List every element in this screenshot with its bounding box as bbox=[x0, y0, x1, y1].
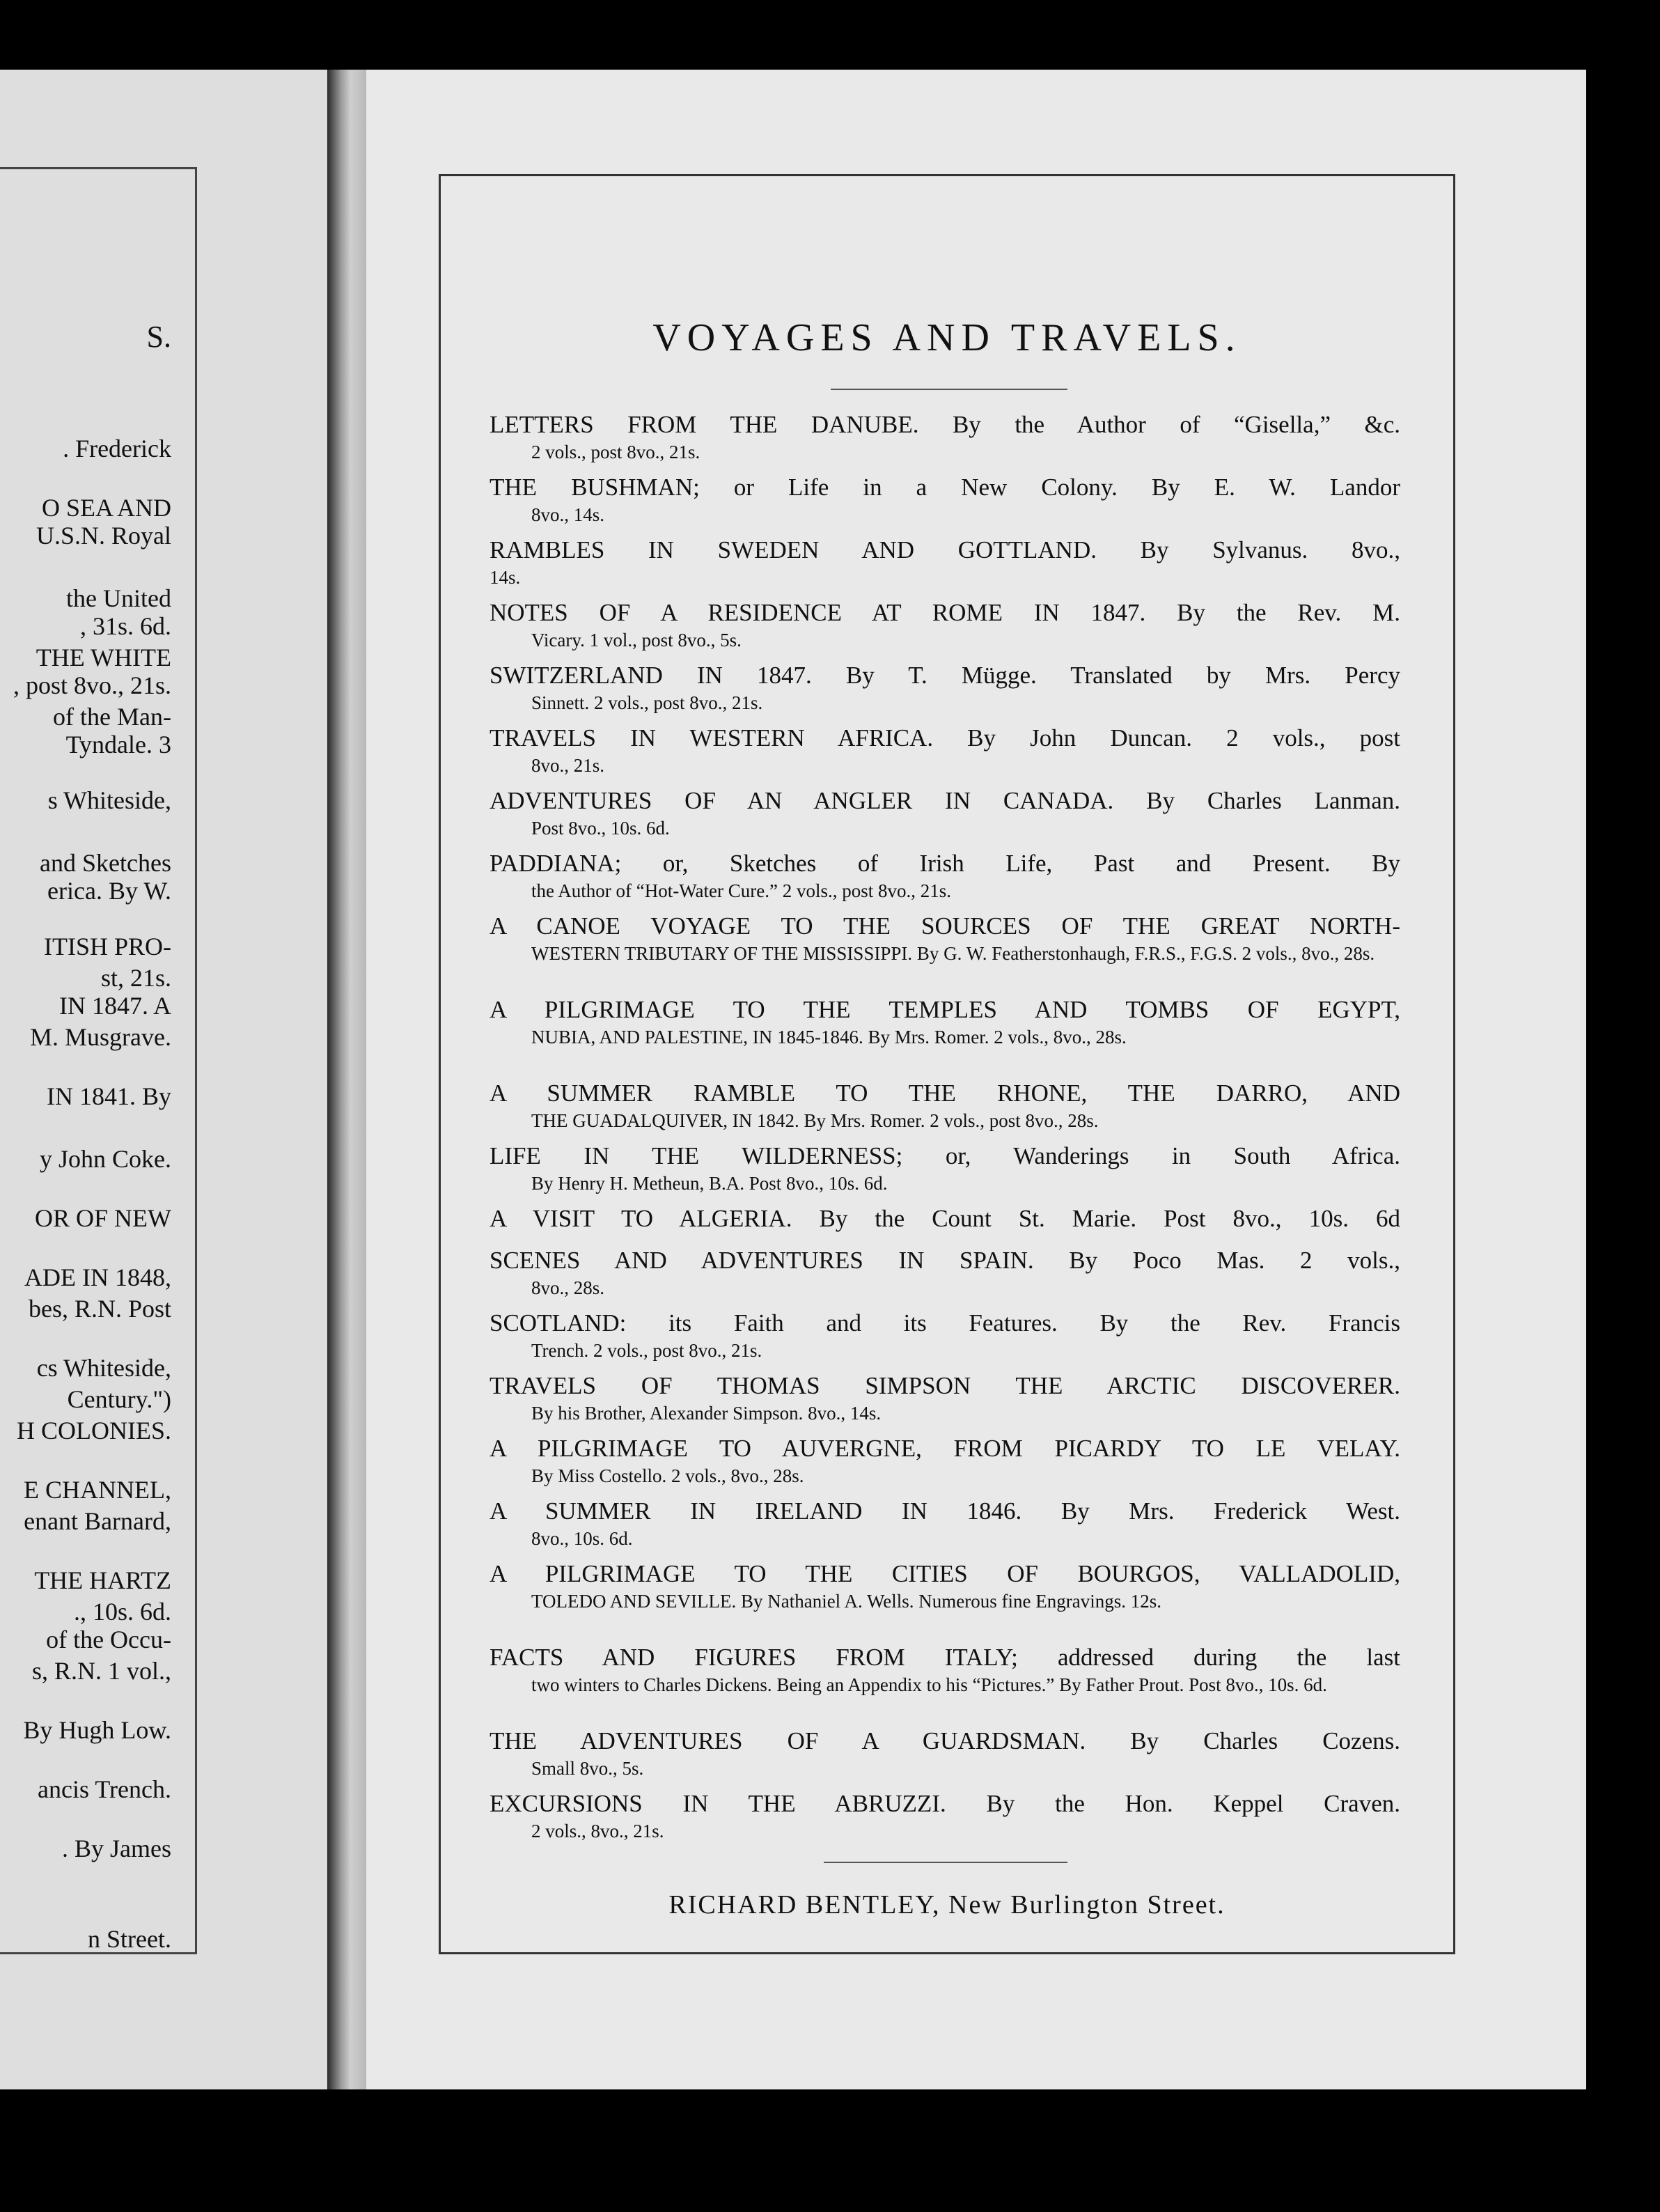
list-item bbox=[490, 1141, 1400, 1195]
list-item bbox=[490, 848, 1400, 903]
left-line: n Street. bbox=[88, 1925, 171, 1953]
left-line: Century.") bbox=[67, 1385, 171, 1413]
list-item bbox=[490, 1559, 1400, 1613]
left-line: cs Whiteside, bbox=[36, 1354, 171, 1382]
entry-title: THE BUSHMAN; or Life in a New Colony. By E. W. Landor bbox=[490, 474, 1400, 501]
entry-details: Post 8vo., 10s. 6d. bbox=[531, 818, 670, 839]
entry-details: By Henry H. Metheun, B.A. Post 8vo., 10s. 6d. bbox=[531, 1173, 888, 1194]
entry-details: 8vo., 10s. 6d. bbox=[531, 1528, 633, 1549]
left-line: , post 8vo., 21s. bbox=[13, 671, 171, 699]
entry-title: A PILGRIMAGE TO THE CITIES OF BOURGOS, VALLADOLID, bbox=[490, 1560, 1400, 1587]
list-item bbox=[490, 1433, 1400, 1488]
list-item bbox=[490, 1204, 1400, 1234]
entry-title: LETTERS FROM THE DANUBE. By the Author of “Gisella,” &c. bbox=[490, 411, 1400, 438]
left-line: y John Coke. bbox=[40, 1145, 171, 1173]
left-line: Tyndale. 3 bbox=[65, 731, 171, 758]
entry-details: Trench. 2 vols., post 8vo., 21s. bbox=[531, 1340, 762, 1361]
right-page bbox=[366, 70, 1586, 2089]
left-line: IN 1847. A bbox=[59, 992, 171, 1020]
list-item bbox=[490, 911, 1400, 965]
list-item bbox=[490, 660, 1400, 715]
entry-title: EXCURSIONS IN THE ABRUZZI. By the Hon. Keppel Craven. bbox=[490, 1790, 1400, 1817]
entry-details: Vicary. 1 vol., post 8vo., 5s. bbox=[531, 630, 742, 651]
left-page bbox=[0, 70, 327, 2089]
bottom-rule bbox=[824, 1862, 1067, 1863]
entry-title: A CANOE VOYAGE TO THE SOURCES OF THE GREAT NORTH- bbox=[490, 912, 1400, 940]
left-line: M. Musgrave. bbox=[30, 1023, 171, 1051]
left-line: E CHANNEL, bbox=[24, 1476, 171, 1504]
entry-details: TOLEDO AND SEVILLE. By Nathaniel A. Wells. Numerous fine Engravings. 12s. bbox=[531, 1591, 1161, 1612]
left-line: S. bbox=[146, 320, 171, 354]
entry-title: A SUMMER RAMBLE TO THE RHONE, THE DARRO, AND bbox=[490, 1080, 1400, 1107]
left-line: the United bbox=[66, 584, 171, 612]
entry-details: THE GUADALQUIVER, IN 1842. By Mrs. Romer. 2 vols., post 8vo., 28s. bbox=[531, 1110, 1099, 1131]
entry-title: PADDIANA; or, Sketches of Irish Life, Past and Present. By bbox=[490, 850, 1400, 877]
entry-details: 2 vols., 8vo., 21s. bbox=[531, 1821, 664, 1841]
entry-title: SWITZERLAND IN 1847. By T. Mügge. Translated by Mrs. Percy bbox=[490, 662, 1400, 689]
left-line: THE WHITE bbox=[36, 644, 171, 671]
right-page-frame bbox=[439, 174, 1455, 1954]
entry-details: the Author of “Hot-Water Cure.” 2 vols., post 8vo., 21s. bbox=[531, 880, 951, 901]
entry-details: two winters to Charles Dickens. Being an Appendix to his “Pictures.” By Father Prout. Post 8vo., 10s. 6d. bbox=[531, 1674, 1327, 1695]
entry-title: FACTS AND FIGURES FROM ITALY; addressed during the last bbox=[490, 1644, 1400, 1671]
entry-title: LIFE IN THE WILDERNESS; or, Wanderings in South Africa. bbox=[490, 1142, 1400, 1169]
entry-details: 8vo., 21s. bbox=[531, 755, 605, 776]
entry-title: TRAVELS OF THOMAS SIMPSON THE ARCTIC DISCOVERER. bbox=[490, 1372, 1400, 1399]
entry-details: 2 vols., post 8vo., 21s. bbox=[531, 442, 700, 462]
entry-details: 14s. bbox=[490, 567, 521, 588]
list-item bbox=[490, 1308, 1400, 1362]
list-item bbox=[490, 1789, 1400, 1843]
left-line: ., 10s. 6d. bbox=[73, 1598, 171, 1626]
entry-title: A SUMMER IN IRELAND IN 1846. By Mrs. Frederick West. bbox=[490, 1497, 1400, 1525]
entry-title: THE ADVENTURES OF A GUARDSMAN. By Charles Cozens. bbox=[490, 1727, 1400, 1754]
entry-title: RAMBLES IN SWEDEN AND GOTTLAND. By Sylvanus. 8vo., bbox=[490, 536, 1400, 563]
list-item bbox=[490, 535, 1400, 589]
book-gutter bbox=[327, 70, 366, 2089]
entry-details: Small 8vo., 5s. bbox=[531, 1758, 644, 1779]
list-item bbox=[490, 1245, 1400, 1300]
entry-title: ADVENTURES OF AN ANGLER IN CANADA. By Charles Lanman. bbox=[490, 787, 1400, 814]
left-line: enant Barnard, bbox=[24, 1507, 171, 1535]
left-line: s Whiteside, bbox=[47, 786, 171, 814]
list-item bbox=[490, 1496, 1400, 1550]
left-line: . By James bbox=[62, 1835, 171, 1862]
list-item bbox=[490, 995, 1400, 1049]
publisher-imprint: RICHARD BENTLEY, New Burlington Street. bbox=[668, 1890, 1226, 1919]
title-rule bbox=[831, 389, 1067, 390]
left-line: OR OF NEW bbox=[35, 1204, 171, 1232]
left-line: U.S.N. Royal bbox=[36, 522, 171, 550]
entry-details: WESTERN TRIBUTARY OF THE MISSISSIPPI. By G. W. Featherstonhaugh, F.R.S., F.G.S. 2 vols., 8vo., 28s. bbox=[531, 943, 1375, 964]
left-line: , 31s. 6d. bbox=[79, 612, 171, 640]
list-item bbox=[490, 786, 1400, 840]
entry-title: A VISIT TO ALGERIA. By the Count St. Marie. Post 8vo., 10s. 6d bbox=[490, 1205, 1400, 1232]
left-line: st, 21s. bbox=[100, 964, 171, 992]
left-line: H COLONIES. bbox=[17, 1417, 171, 1444]
left-line: bes, R.N. Post bbox=[28, 1295, 171, 1323]
left-page-frame bbox=[0, 167, 197, 1954]
list-item bbox=[490, 1078, 1400, 1132]
entry-details: By Miss Costello. 2 vols., 8vo., 28s. bbox=[531, 1465, 804, 1486]
list-item bbox=[490, 1371, 1400, 1425]
left-line: ITISH PRO- bbox=[43, 933, 171, 960]
entry-details: 8vo., 14s. bbox=[531, 504, 605, 525]
list-item bbox=[490, 598, 1400, 652]
left-line: . Frederick bbox=[63, 435, 171, 462]
list-item bbox=[490, 410, 1400, 464]
entry-details: Sinnett. 2 vols., post 8vo., 21s. bbox=[531, 692, 763, 713]
entry-details: 8vo., 28s. bbox=[531, 1277, 605, 1298]
left-line: ADE IN 1848, bbox=[24, 1263, 171, 1291]
left-line: THE HARTZ bbox=[34, 1566, 171, 1594]
list-item bbox=[490, 1642, 1400, 1697]
left-line: erica. By W. bbox=[47, 877, 171, 905]
list-item bbox=[490, 723, 1400, 777]
entry-title: SCENES AND ADVENTURES IN SPAIN. By Poco Mas. 2 vols., bbox=[490, 1247, 1400, 1274]
left-line: of the Man- bbox=[53, 703, 171, 731]
left-line: By Hugh Low. bbox=[23, 1716, 171, 1744]
entry-title: A PILGRIMAGE TO AUVERGNE, FROM PICARDY TO LE VELAY. bbox=[490, 1435, 1400, 1462]
page-title: VOYAGES AND TRAVELS. bbox=[652, 316, 1242, 359]
entry-title: NOTES OF A RESIDENCE AT ROME IN 1847. By the Rev. M. bbox=[490, 599, 1400, 626]
list-item bbox=[490, 472, 1400, 527]
entry-details: NUBIA, AND PALESTINE, IN 1845-1846. By Mrs. Romer. 2 vols., 8vo., 28s. bbox=[531, 1027, 1127, 1047]
left-line: of the Occu- bbox=[46, 1626, 171, 1653]
entry-title: SCOTLAND: its Faith and its Features. By the Rev. Francis bbox=[490, 1309, 1400, 1337]
list-item bbox=[490, 1726, 1400, 1780]
left-line: IN 1841. By bbox=[47, 1082, 171, 1110]
entry-title: TRAVELS IN WESTERN AFRICA. By John Duncan. 2 vols., post bbox=[490, 724, 1400, 751]
left-line: s, R.N. 1 vol., bbox=[31, 1657, 171, 1685]
entry-details: By his Brother, Alexander Simpson. 8vo., 14s. bbox=[531, 1403, 882, 1424]
left-line: and Sketches bbox=[40, 849, 171, 877]
left-line: O SEA AND bbox=[41, 494, 171, 522]
left-line: ancis Trench. bbox=[38, 1775, 171, 1803]
entry-title: A PILGRIMAGE TO THE TEMPLES AND TOMBS OF EGYPT, bbox=[490, 996, 1400, 1023]
